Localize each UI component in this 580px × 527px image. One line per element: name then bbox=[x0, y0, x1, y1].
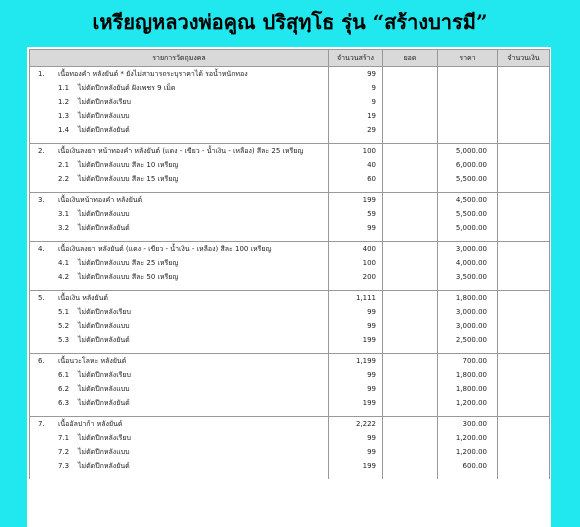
table-row-subitem-quantity: 99 bbox=[329, 319, 383, 333]
table-row-subitem bbox=[30, 270, 550, 284]
table-row-subitem bbox=[30, 368, 550, 382]
table-row-subitem-price bbox=[438, 123, 498, 137]
table-row-subitem-total bbox=[383, 396, 438, 410]
table-row-subitem-label: ไม่ตัดปีกหลังแบบ สีละ 15 เหรียญ bbox=[78, 175, 179, 183]
table-row-subitem bbox=[30, 319, 550, 333]
table-row-subitem-label: ไม่ตัดปีกหลังแบบ สีละ 25 เหรียญ bbox=[78, 259, 179, 267]
table-row-subitem-quantity: 199 bbox=[329, 396, 383, 410]
table-row-subitem-amount bbox=[498, 123, 550, 137]
table-row-subitem-name-cell bbox=[30, 445, 329, 459]
table-row-subitem-total bbox=[383, 459, 438, 473]
table-row-group-number: 1. bbox=[38, 70, 45, 78]
table-row-group-quantity: 99 bbox=[329, 67, 383, 82]
table-row-group-label: เนื้อเงินหน้าทองคำ หลังยันต์ bbox=[58, 196, 143, 204]
table-row-subitem bbox=[30, 172, 550, 186]
table-row-subitem-quantity: 99 bbox=[329, 305, 383, 319]
table-row-subitem-number: 3.2 bbox=[58, 224, 70, 232]
table-row-group-name-cell bbox=[30, 144, 329, 159]
table-row-subitem-total bbox=[383, 270, 438, 284]
table-row-subitem-total bbox=[383, 368, 438, 382]
table-row-subitem-price bbox=[438, 95, 498, 109]
header-quantity-made: จำนวนสร้าง bbox=[329, 50, 383, 67]
table-row-group-number: 5. bbox=[38, 294, 45, 302]
table-row-group-amount bbox=[498, 354, 550, 369]
table-row-group-amount bbox=[498, 193, 550, 208]
table-row-spacer bbox=[30, 473, 550, 479]
table-row-subitem bbox=[30, 256, 550, 270]
table-row-subitem-amount bbox=[498, 158, 550, 172]
table-row-subitem-name-cell bbox=[30, 396, 329, 410]
table-row-subitem-name-cell bbox=[30, 256, 329, 270]
table-row-group-total bbox=[383, 417, 438, 432]
table-row-group-price bbox=[438, 67, 498, 82]
header-total: ยอด bbox=[383, 50, 438, 67]
table-row-subitem-number: 7.2 bbox=[58, 448, 70, 456]
table-row-subitem-label: ไม่ตัดปีกหลังแบบ bbox=[78, 112, 130, 120]
table-row-subitem-total bbox=[383, 431, 438, 445]
table-row-subitem-amount bbox=[498, 305, 550, 319]
table-row-subitem-total bbox=[383, 221, 438, 235]
table-row-subitem bbox=[30, 221, 550, 235]
table-row-group bbox=[30, 354, 550, 369]
table-row-subitem-amount bbox=[498, 431, 550, 445]
table-row-subitem-number: 2.2 bbox=[58, 175, 70, 183]
table-row-subitem-amount bbox=[498, 319, 550, 333]
table-row-group-label: เนื้ออัลปาก้า หลังยันต์ bbox=[58, 420, 123, 428]
table-row-group-price: 700.00 bbox=[438, 354, 498, 369]
table-row-group-amount bbox=[498, 67, 550, 82]
table-row-group-number: 2. bbox=[38, 147, 45, 155]
table-row-group-number: 3. bbox=[38, 196, 45, 204]
table-row-subitem-total bbox=[383, 445, 438, 459]
table-row-subitem-label: ไม่ตัดปีกหลังแบบ สีละ 10 เหรียญ bbox=[78, 161, 179, 169]
table-row-subitem-total bbox=[383, 81, 438, 95]
table-row-subitem-amount bbox=[498, 81, 550, 95]
table-row-group-price: 4,500.00 bbox=[438, 193, 498, 208]
table-row-group-number: 4. bbox=[38, 245, 45, 253]
table-row-group-name-cell bbox=[30, 242, 329, 257]
table-row-subitem-number: 1.4 bbox=[58, 126, 70, 134]
table-row-subitem-price: 5,500.00 bbox=[438, 207, 498, 221]
table-row-subitem-price: 5,500.00 bbox=[438, 172, 498, 186]
table-row-subitem-amount bbox=[498, 270, 550, 284]
table-row-subitem-name-cell bbox=[30, 305, 329, 319]
table-row-subitem-total bbox=[383, 158, 438, 172]
table-row-subitem-label: ไม่ตัดปีกหลังยันต์ bbox=[78, 224, 130, 232]
table-row-subitem-amount bbox=[498, 221, 550, 235]
table-row-subitem-name-cell bbox=[30, 95, 329, 109]
table-row-subitem-price: 1,200.00 bbox=[438, 445, 498, 459]
table-row-subitem-price: 4,000.00 bbox=[438, 256, 498, 270]
table-row-subitem-amount bbox=[498, 459, 550, 473]
table-row-group-quantity: 400 bbox=[329, 242, 383, 257]
table-row-subitem-price bbox=[438, 81, 498, 95]
table-row-subitem bbox=[30, 305, 550, 319]
table-row-subitem-quantity: 40 bbox=[329, 158, 383, 172]
table-row-subitem-quantity: 59 bbox=[329, 207, 383, 221]
table-row-subitem-price: 600.00 bbox=[438, 459, 498, 473]
table-row-subitem bbox=[30, 459, 550, 473]
table-row-subitem-price: 3,000.00 bbox=[438, 319, 498, 333]
table-row-group-amount bbox=[498, 291, 550, 306]
table-row-subitem-price: 1,200.00 bbox=[438, 431, 498, 445]
table-row-group-label: เนื้อนวะโลหะ หลังยันต์ bbox=[58, 357, 127, 365]
table-row-subitem-name-cell bbox=[30, 109, 329, 123]
table-row-group-number: 6. bbox=[38, 357, 45, 365]
table-row-group-amount bbox=[498, 417, 550, 432]
table-row-subitem-total bbox=[383, 123, 438, 137]
table-row-subitem-price: 1,800.00 bbox=[438, 368, 498, 382]
table-row-group-quantity: 199 bbox=[329, 193, 383, 208]
table-row-subitem-label: ไม่ตัดปีกหลังเรียบ bbox=[78, 308, 131, 316]
spacer-cell bbox=[498, 473, 550, 479]
table-row-subitem bbox=[30, 445, 550, 459]
spacer-cell bbox=[438, 473, 498, 479]
table-row-subitem-price: 6,000.00 bbox=[438, 158, 498, 172]
table-row-subitem bbox=[30, 396, 550, 410]
table-row-group-price: 300.00 bbox=[438, 417, 498, 432]
page-title: เหรียญหลวงพ่อคูณ ปริสุทฺโธ รุ่น “สร้างบารมี” bbox=[92, 10, 488, 34]
table-row-subitem-number: 1.2 bbox=[58, 98, 70, 106]
table-row-subitem-number: 2.1 bbox=[58, 161, 70, 169]
table-row-subitem-quantity: 9 bbox=[329, 95, 383, 109]
table-row-subitem-number: 6.2 bbox=[58, 385, 70, 393]
table-row-subitem-number: 1.1 bbox=[58, 84, 70, 92]
table-row-subitem-total bbox=[383, 172, 438, 186]
table-row-group-quantity: 2,222 bbox=[329, 417, 383, 432]
table-row-subitem-total bbox=[383, 256, 438, 270]
header-amount: จำนวนเงิน bbox=[498, 50, 550, 67]
table-row-group-price: 1,800.00 bbox=[438, 291, 498, 306]
header-item-list: รายการวัตถุมงคล bbox=[30, 50, 329, 67]
table-row-subitem-total bbox=[383, 382, 438, 396]
table-row-subitem-name-cell bbox=[30, 431, 329, 445]
table-row-subitem-amount bbox=[498, 172, 550, 186]
table-row-subitem-number: 7.3 bbox=[58, 462, 70, 470]
table-row-subitem-total bbox=[383, 305, 438, 319]
table-row-subitem-quantity: 100 bbox=[329, 256, 383, 270]
table-row-subitem-amount bbox=[498, 368, 550, 382]
table-row-subitem-label: ไม่ตัดปีกหลังแบบ bbox=[78, 385, 130, 393]
table-row-subitem-number: 1.3 bbox=[58, 112, 70, 120]
table-row-subitem-price: 3,000.00 bbox=[438, 305, 498, 319]
price-table bbox=[29, 49, 550, 479]
table-row-group bbox=[30, 242, 550, 257]
table-row-subitem-price: 1,800.00 bbox=[438, 382, 498, 396]
table-row-subitem-amount bbox=[498, 256, 550, 270]
table-row-subitem-total bbox=[383, 333, 438, 347]
table-row-subitem-amount bbox=[498, 382, 550, 396]
table-row-subitem-quantity: 99 bbox=[329, 445, 383, 459]
table-row-subitem-name-cell bbox=[30, 221, 329, 235]
table-row-subitem-name-cell bbox=[30, 333, 329, 347]
table-row-group-label: เนื้อเงิน หลังยันต์ bbox=[58, 294, 108, 302]
table-row-subitem-total bbox=[383, 95, 438, 109]
table-row-group-total bbox=[383, 144, 438, 159]
table-row-subitem-quantity: 99 bbox=[329, 221, 383, 235]
table-row-subitem-label: ไม่ตัดปีกหลังยันต์ bbox=[78, 399, 130, 407]
table-row-subitem-name-cell bbox=[30, 382, 329, 396]
table-row-subitem-amount bbox=[498, 333, 550, 347]
table-row-subitem-quantity: 199 bbox=[329, 459, 383, 473]
table-row-subitem-quantity: 60 bbox=[329, 172, 383, 186]
spacer-cell bbox=[383, 473, 438, 479]
table-row-subitem-quantity: 99 bbox=[329, 368, 383, 382]
table-row-subitem-number: 3.1 bbox=[58, 210, 70, 218]
table-row-subitem-label: ไม่ตัดปีกหลังยันต์ bbox=[78, 336, 130, 344]
table-row-subitem-total bbox=[383, 319, 438, 333]
table-row-subitem-price: 2,500.00 bbox=[438, 333, 498, 347]
table-row-subitem-name-cell bbox=[30, 172, 329, 186]
table-row-subitem-label: ไม่ตัดปีกหลังเรียบ bbox=[78, 434, 131, 442]
table-row-subitem-quantity: 9 bbox=[329, 81, 383, 95]
table-row-subitem-amount bbox=[498, 109, 550, 123]
table-row-group bbox=[30, 144, 550, 159]
table-row-subitem bbox=[30, 207, 550, 221]
table-row-group-price: 3,000.00 bbox=[438, 242, 498, 257]
spacer-cell bbox=[30, 473, 329, 479]
table-row-group-total bbox=[383, 354, 438, 369]
table-row-group-total bbox=[383, 67, 438, 82]
table-row-subitem-amount bbox=[498, 445, 550, 459]
table-row-group-name-cell bbox=[30, 291, 329, 306]
table-row-subitem-quantity: 99 bbox=[329, 431, 383, 445]
table-row-subitem-number: 4.1 bbox=[58, 259, 70, 267]
table-row-subitem-amount bbox=[498, 95, 550, 109]
table-row-group-price: 5,000.00 bbox=[438, 144, 498, 159]
table-row-subitem bbox=[30, 158, 550, 172]
table-row-group-name-cell bbox=[30, 417, 329, 432]
table-row-group-name-cell bbox=[30, 193, 329, 208]
table-row-group-amount bbox=[498, 242, 550, 257]
table-row-subitem-label: ไม่ตัดปีกหลังเรียบ bbox=[78, 98, 131, 106]
table-row-subitem-label: ไม่ตัดปีกหลังยันต์ ฝังเพชร 9 เม็ด bbox=[78, 84, 176, 92]
spacer-cell bbox=[329, 473, 383, 479]
table-row-subitem-name-cell bbox=[30, 270, 329, 284]
table-row-subitem-total bbox=[383, 109, 438, 123]
table-row-subitem bbox=[30, 95, 550, 109]
table-row-subitem-label: ไม่ตัดปีกหลังแบบ bbox=[78, 322, 130, 330]
table-row-subitem-label: ไม่ตัดปีกหลังเรียบ bbox=[78, 371, 131, 379]
table-row-subitem-amount bbox=[498, 396, 550, 410]
table-row-group-quantity: 1,111 bbox=[329, 291, 383, 306]
table-row-subitem-total bbox=[383, 207, 438, 221]
table-row-subitem bbox=[30, 81, 550, 95]
table-row-subitem-price bbox=[438, 109, 498, 123]
table-row-subitem bbox=[30, 123, 550, 137]
table-row-group-label: เนื้อทองคำ หลังยันต์ * ยังไม่สามารถระบุราคาได้ รอน้ำหนักทอง bbox=[58, 70, 248, 78]
table-row-group-total bbox=[383, 242, 438, 257]
table-row-subitem bbox=[30, 382, 550, 396]
table-row-subitem bbox=[30, 109, 550, 123]
table-row-subitem-label: ไม่ตัดปีกหลังแบบ สีละ 50 เหรียญ bbox=[78, 273, 179, 281]
table-row-subitem-name-cell bbox=[30, 459, 329, 473]
table-row-subitem-name-cell bbox=[30, 207, 329, 221]
table-row-subitem-name-cell bbox=[30, 368, 329, 382]
table-row-subitem-price: 1,200.00 bbox=[438, 396, 498, 410]
table-row-group-amount bbox=[498, 144, 550, 159]
table-row-subitem-name-cell bbox=[30, 319, 329, 333]
table-row-group bbox=[30, 417, 550, 432]
table-row-subitem-number: 5.1 bbox=[58, 308, 70, 316]
table-row-subitem-quantity: 99 bbox=[329, 382, 383, 396]
table-row-subitem-number: 6.3 bbox=[58, 399, 70, 407]
price-sheet bbox=[27, 47, 551, 527]
table-row-group-number: 7. bbox=[38, 420, 45, 428]
table-row-group-total bbox=[383, 291, 438, 306]
table-row-group-label: เนื้อเงินลงยา หน้าทองคำ หลังยันต์ (แดง - เขียว - น้ำเงิน - เหลือง) สีละ 25 เหรียญ bbox=[58, 147, 304, 155]
table-row-group-name-cell bbox=[30, 354, 329, 369]
table-row-group-quantity: 1,199 bbox=[329, 354, 383, 369]
table-row-subitem-price: 3,500.00 bbox=[438, 270, 498, 284]
table-header-row bbox=[30, 50, 550, 67]
table-row-group bbox=[30, 291, 550, 306]
table-row-group-label: เนื้อเงินลงยา หลังยันต์ (แดง - เขียว - น้ำเงิน - เหลือง) สีละ 100 เหรียญ bbox=[58, 245, 272, 253]
table-body bbox=[30, 67, 550, 480]
table-row-group bbox=[30, 67, 550, 82]
table-row-group-total bbox=[383, 193, 438, 208]
table-row-subitem-quantity: 199 bbox=[329, 333, 383, 347]
table-row-subitem bbox=[30, 333, 550, 347]
table-row-group-name-cell bbox=[30, 67, 329, 82]
table-row-group bbox=[30, 193, 550, 208]
table-row-subitem-label: ไม่ตัดปีกหลังแบบ bbox=[78, 210, 130, 218]
table-row-subitem-number: 5.3 bbox=[58, 336, 70, 344]
header-price: ราคา bbox=[438, 50, 498, 67]
table-row-subitem-name-cell bbox=[30, 123, 329, 137]
table-row-subitem-name-cell bbox=[30, 81, 329, 95]
table-row-subitem-number: 5.2 bbox=[58, 322, 70, 330]
table-row-subitem-amount bbox=[498, 207, 550, 221]
table-row-subitem-number: 4.2 bbox=[58, 273, 70, 281]
table-row-subitem-number: 6.1 bbox=[58, 371, 70, 379]
table-row-subitem-label: ไม่ตัดปีกหลังยันต์ bbox=[78, 462, 130, 470]
table-row-subitem bbox=[30, 431, 550, 445]
table-row-subitem-quantity: 200 bbox=[329, 270, 383, 284]
table-row-subitem-price: 5,000.00 bbox=[438, 221, 498, 235]
table-row-subitem-label: ไม่ตัดปีกหลังแบบ bbox=[78, 448, 130, 456]
table-row-subitem-label: ไม่ตัดปีกหลังยันต์ bbox=[78, 126, 130, 134]
table-row-subitem-name-cell bbox=[30, 158, 329, 172]
table-row-group-quantity: 100 bbox=[329, 144, 383, 159]
table-row-subitem-number: 7.1 bbox=[58, 434, 70, 442]
table-row-subitem-quantity: 29 bbox=[329, 123, 383, 137]
table-row-subitem-quantity: 19 bbox=[329, 109, 383, 123]
